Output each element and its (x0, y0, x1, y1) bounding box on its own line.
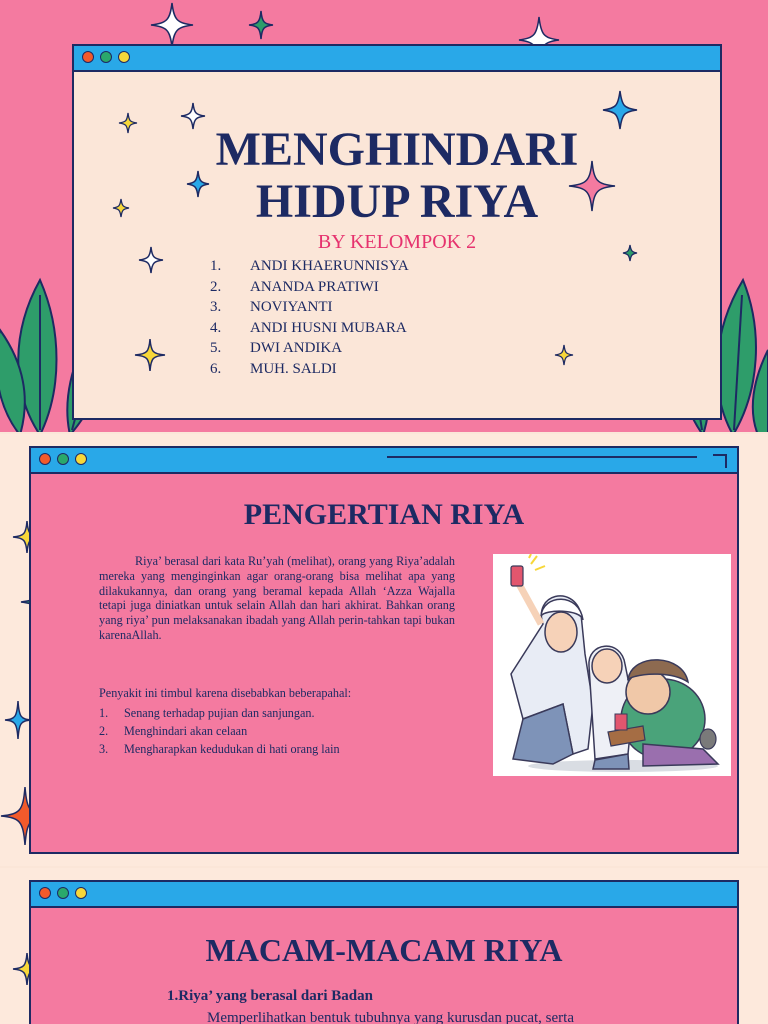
cartoon-image (493, 554, 731, 776)
titlebar-line (387, 456, 697, 458)
minimize-dot-icon (100, 51, 112, 63)
maximize-dot-icon (75, 453, 87, 465)
page-title (74, 124, 720, 228)
list-item: 1. ANDI KHAERUNNISYA (210, 258, 409, 274)
definition-paragraph: Riya’ berasal dari kata Ru’yah (melihat), orang yang Riya’adalah mereka yang menginginkan agar orang-orang bisa melihat apa yang dilakukannya, dan orang yang beramal kepada Allah ‘Azza Wajalla tetapi juga diniatkan untuk selain Allah dan hari akhirat. Bahkan orang yang riya’ pun melaksanakan ibadah yang Allah perin-tahkan tapi bukan karenaAllah. (99, 554, 455, 642)
corner-bracket-icon (713, 454, 727, 468)
list-item: 3. Mengharapkan kedudukan di hati orang lain (99, 742, 340, 756)
window-titlebar (31, 448, 737, 474)
causes-intro: Penyakit ini timbul karena disebabkan beberapahal: (99, 686, 352, 700)
sparkle-icon (554, 344, 574, 366)
close-dot-icon (39, 887, 51, 899)
minimize-dot-icon (57, 453, 69, 465)
types-slide (0, 868, 768, 1024)
causes-list (99, 704, 340, 758)
window-titlebar (74, 46, 720, 72)
subheading: 1.Riya’ yang berasal dari Badan (167, 988, 373, 1004)
sparkle-icon (4, 700, 32, 740)
selfie-illustration (493, 554, 731, 776)
list-item: 2. Menghindari akan celaan (99, 724, 248, 738)
list-item: 3. NOVIYANTI (210, 299, 333, 315)
list-item: 1. Senang terhadap pujian dan sanjungan. (99, 706, 315, 720)
list-item: 5. DWI ANDIKA (210, 340, 343, 356)
definition-window (29, 446, 739, 854)
minimize-dot-icon (57, 887, 69, 899)
title-line-1: MENGHINDARI (215, 123, 579, 176)
types-window (29, 880, 739, 1024)
maximize-dot-icon (118, 51, 130, 63)
close-dot-icon (82, 51, 94, 63)
title-slide (0, 0, 768, 432)
maximize-dot-icon (75, 887, 87, 899)
title-window (72, 44, 722, 420)
body-text: Memperlihatkan bentuk tubuhnya yang kurusdan pucat, serta (207, 1010, 574, 1024)
section-heading: MACAM-MACAM RIYA (205, 932, 563, 968)
close-dot-icon (39, 453, 51, 465)
sparkle-icon (134, 338, 166, 372)
definition-slide (0, 434, 768, 866)
title-line-2: HIDUP RIYA (255, 175, 539, 228)
list-item: 4. ANDI HUSNI MUBARA (210, 319, 407, 336)
list-item: 2. ANANDA PRATIWI (210, 278, 379, 295)
sparkle-icon (248, 10, 274, 40)
list-item: 6. MUH. SALDI (210, 360, 337, 377)
window-titlebar (31, 882, 737, 908)
sparkle-icon (150, 2, 194, 48)
member-list (210, 256, 409, 379)
byline: BY KELOMPOK 2 (317, 231, 477, 253)
section-heading: PENGERTIAN RIYA (243, 498, 525, 531)
